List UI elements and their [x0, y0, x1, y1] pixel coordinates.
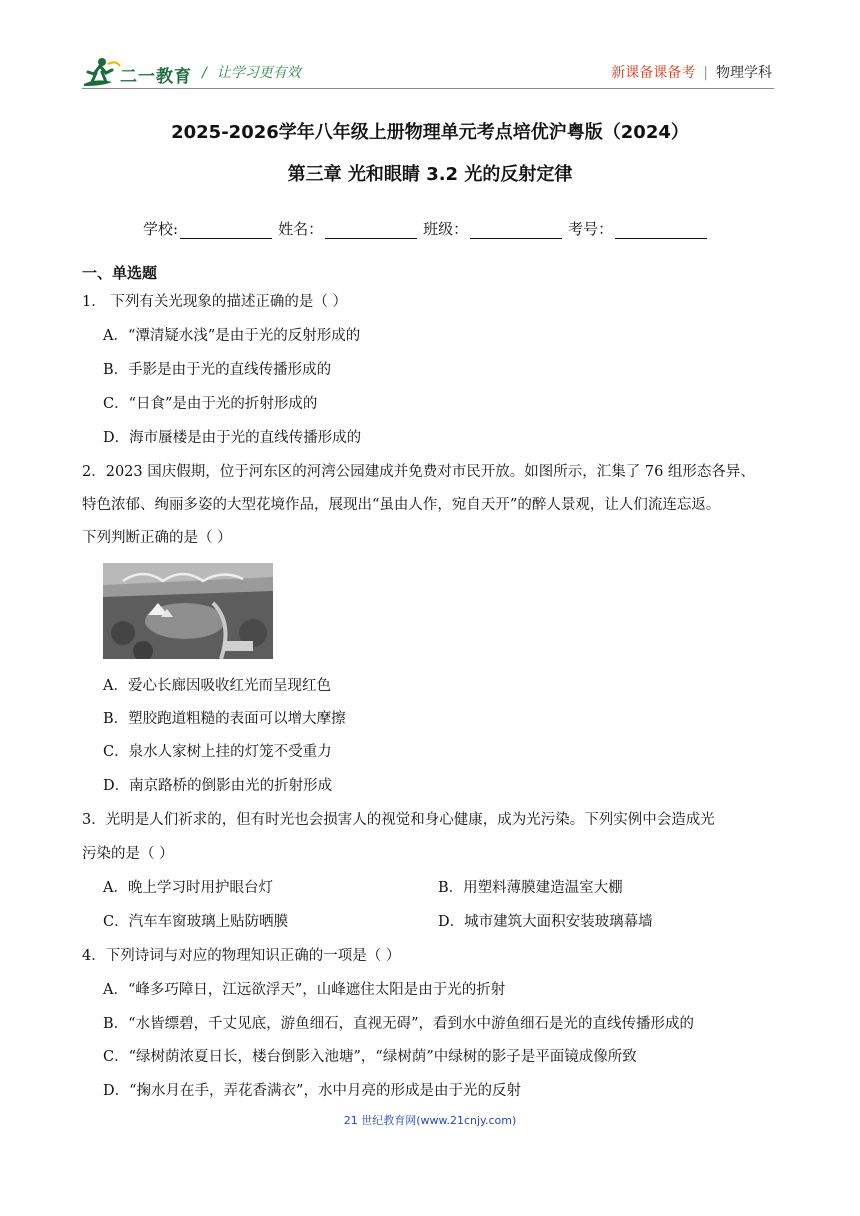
school-field[interactable]	[143, 218, 274, 239]
question-1-stem: 1． 下列有关光现象的描述正确的是（ ）	[82, 294, 347, 310]
q3-option-b: B．用塑料薄膜建造温室大棚	[438, 880, 623, 896]
course-tag: 新课备课备考	[611, 65, 696, 81]
student-info-row	[143, 218, 713, 239]
slogan-text: 让学习更有效	[216, 65, 301, 81]
q1-option-b: B．手影是由于光的直线传播形成的	[103, 362, 332, 378]
exam-no-label: 考号：	[568, 220, 614, 238]
park-aerial-image	[103, 563, 273, 659]
question-2-stem-line1: 2．2023 国庆假期，位于河东区的河湾公园建成并免费对市民开放。如图所示，汇集了 76 组形态各异、	[82, 464, 755, 480]
question-2-stem-line3: 下列判断正确的是（ ）	[82, 530, 232, 546]
question-4-stem: 4．下列诗词与对应的物理知识正确的一项是（ ）	[82, 948, 401, 964]
subject-tag: 物理学科	[716, 65, 772, 81]
q2-option-d: D．南京路桥的倒影由光的折射形成	[103, 778, 333, 794]
q4-option-d: D．“掬水月在手，弄花香满衣”，水中月亮的形成是由于光的反射	[103, 1083, 521, 1099]
brand-name: 二一教育	[120, 67, 192, 87]
q3-option-a: A．晚上学习时用护眼台灯	[103, 880, 273, 896]
q1-option-c: C．“日食”是由于光的折射形成的	[103, 396, 318, 412]
q4-option-a: A．“峰多巧障日，江远欲浮天”，山峰遮住太阳是由于光的折射	[103, 982, 506, 998]
class-blank[interactable]	[470, 222, 562, 239]
header-divider	[82, 88, 774, 89]
page-footer: 21 世纪教育网(www.21cnjy.com)	[343, 1114, 517, 1127]
separator: |	[703, 65, 708, 81]
header-tags	[611, 62, 772, 82]
name-label: 姓名：	[278, 220, 324, 238]
school-label: 学校:	[143, 220, 179, 238]
name-blank[interactable]	[325, 222, 417, 239]
question-3-stem-line1: 3．光明是人们祈求的，但有时光也会损害人的视觉和身心健康，成为光污染。下列实例中会造成光	[82, 812, 715, 828]
runner-logo-icon	[82, 56, 122, 90]
q2-option-b: B．塑胶跑道粗糙的表面可以增大摩擦	[103, 711, 346, 727]
q3-option-d: D．城市建筑大面积安装玻璃幕墙	[438, 914, 653, 930]
section-heading: 一、单选题	[82, 264, 158, 282]
q2-option-a: A．爱心长廊因吸收红光而呈现红色	[103, 678, 331, 694]
park-photo	[103, 563, 273, 659]
q2-option-c: C．泉水人家树上挂的灯笼不受重力	[103, 744, 332, 760]
q4-option-c: C．“绿树荫浓夏日长，楼台倒影入池塘”，“绿树荫”中绿树的影子是平面镜成像所致	[103, 1049, 637, 1065]
paper-title: 2025-2026学年八年级上册物理单元考点培优沪粤版（2024）	[171, 122, 689, 143]
class-field[interactable]	[423, 218, 564, 239]
slogan: / 让学习更有效	[202, 65, 301, 81]
q1-option-a: A．“潭清疑水浅”是由于光的反射形成的	[103, 328, 361, 344]
class-label: 班级：	[423, 220, 469, 238]
school-blank[interactable]	[180, 222, 272, 239]
exam-no-field[interactable]	[568, 218, 709, 239]
name-field[interactable]	[278, 218, 419, 239]
exam-no-blank[interactable]	[615, 222, 707, 239]
question-3-stem-line2: 污染的是（ ）	[82, 846, 174, 862]
chapter-title: 第三章 光和眼睛 3.2 光的反射定律	[287, 164, 573, 185]
page-header	[0, 0, 860, 100]
q4-option-b: B．“水皆缥碧，千丈见底，游鱼细石，直视无碍”，看到水中游鱼细石是光的直线传播形成的	[103, 1016, 694, 1032]
q1-option-d: D．海市蜃楼是由于光的直线传播形成的	[103, 430, 362, 446]
q3-option-c: C．汽车车窗玻璃上贴防晒膜	[103, 914, 289, 930]
question-2-stem-line2: 特色浓郁、绚丽多姿的大型花境作品，展现出“虽由人作，宛自天开”的醉人景观，让人们流连忘返。	[82, 497, 721, 513]
